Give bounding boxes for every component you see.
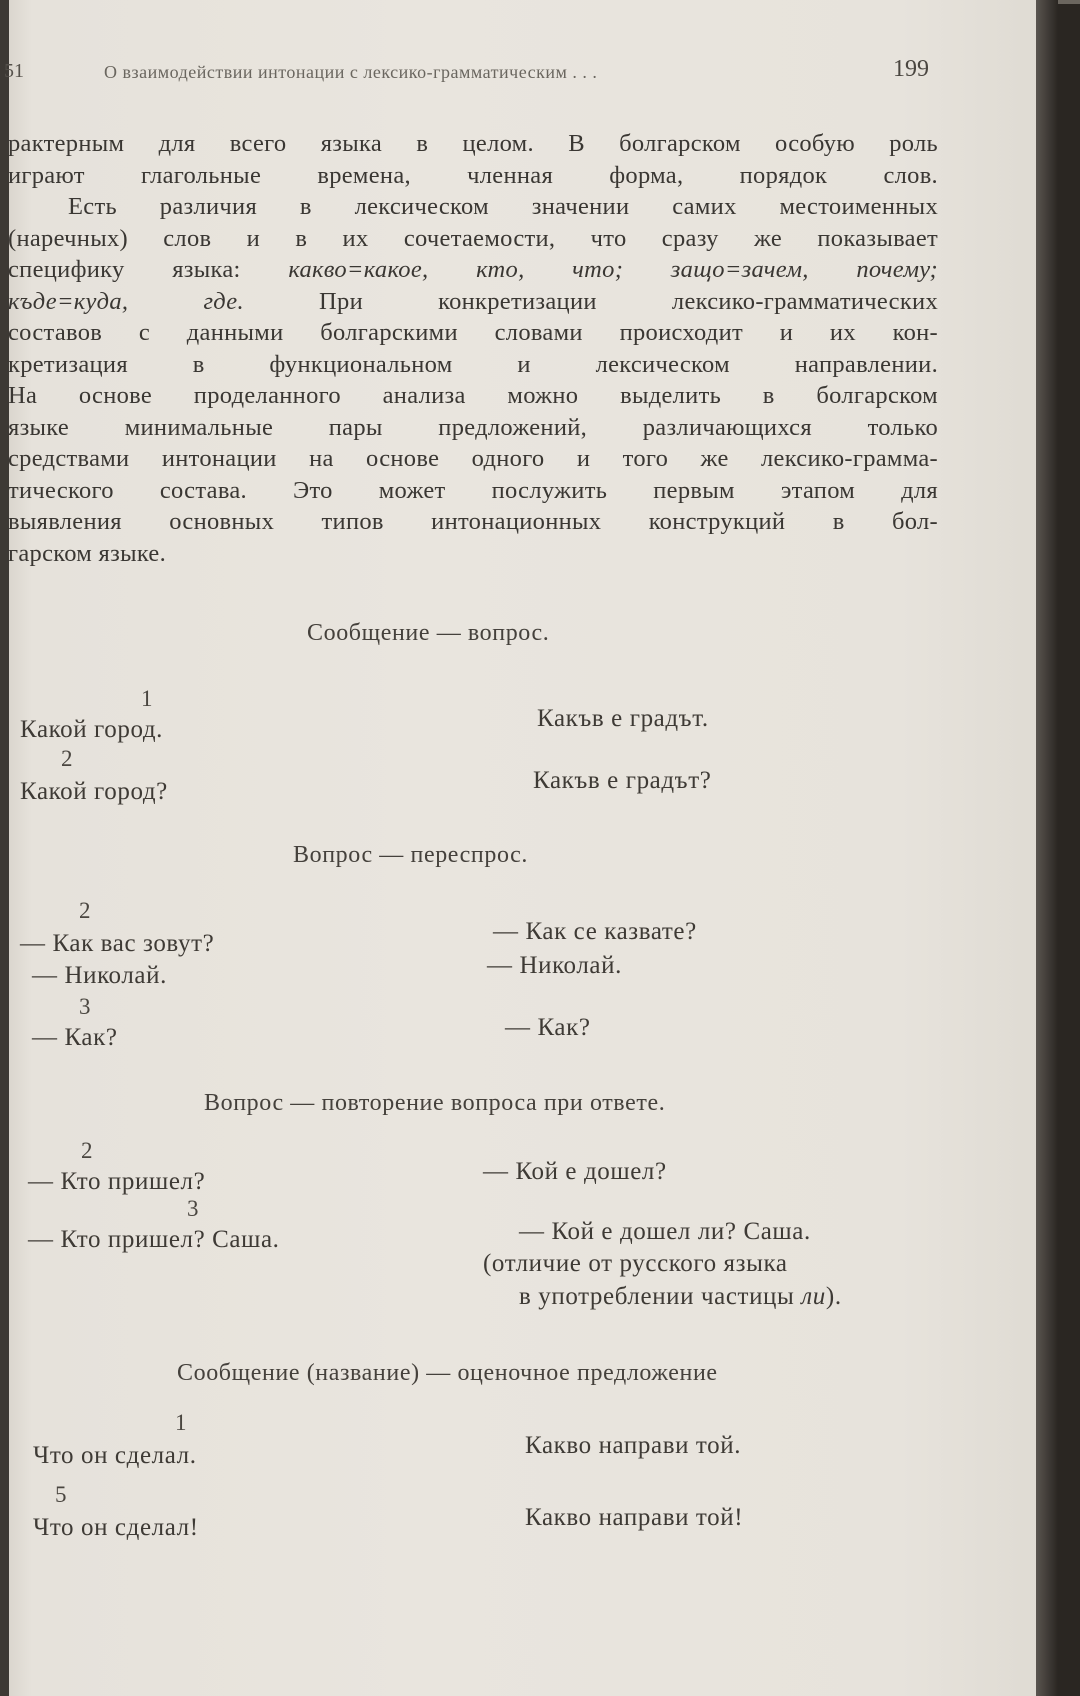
page-number: 199 [893,56,929,82]
text-line: рактерным для всего языка в целом. В болгарском особую роль [8,130,938,157]
intonation-number: 2 [61,746,73,771]
page-right-edge [1036,0,1058,1696]
section-heading: Сообщение (название) — оценочное предложение [177,1360,718,1386]
text-line: гарском языке. [8,539,167,567]
text-line: составов с данными болгарскими словами происходит и их кон- [8,319,938,346]
russian-example: Что он сделал! [33,1514,199,1541]
text-line: тического состава. Это может послужить первым этапом для [8,476,938,504]
intonation-number: 5 [55,1482,67,1507]
russian-example: Какой город. [20,716,164,743]
text-line: На основе проделанного анализа можно выделить в болгарском [8,382,938,409]
comparison-note [519,1283,842,1311]
previous-page-fragment: 51 [4,60,24,82]
bulgarian-example: — Кой е дошел? [483,1158,667,1185]
intonation-number: 3 [79,994,91,1019]
text-line: кретизация в функциональном и лексическом направлении. [8,350,938,378]
text-line: языке минимальные пары предложений, различающихся только [8,413,938,441]
italic-examples: къде=куда, где. [8,287,244,315]
intonation-number: 3 [187,1196,199,1221]
bulgarian-example: — Как? [505,1014,591,1041]
note-close: ). [825,1283,842,1310]
bulgarian-example: — Как се казвате? [493,918,697,945]
particle-example: ли [801,1283,826,1310]
comparison-note: (отличие от русского языка [483,1250,788,1277]
bulgarian-example: Какъв е градът? [533,767,712,794]
bulgarian-example: Какво направи той. [525,1432,742,1459]
section-heading: Вопрос — переспрос. [293,842,528,868]
main-paragraph [8,128,938,569]
running-title: О взаимодействии интонации с лексико-грамматическим . . . [104,62,598,82]
bulgarian-example: Какъв е градът. [537,705,709,732]
intonation-number: 2 [81,1138,93,1163]
bulgarian-example: Какво направи той! [525,1504,744,1531]
running-head [0,56,1058,86]
text-fragment: специфику языка: [8,256,241,283]
text-line [8,286,938,318]
section-heading: Вопрос — повторение вопроса при ответе. [204,1090,666,1116]
text-line: средствами интонации на основе одного и того же лексико-грамма- [8,445,938,472]
russian-example: — Николай. [32,962,167,989]
section-heading: Сообщение — вопрос. [307,620,550,646]
intonation-number: 2 [79,898,91,923]
russian-example: — Как вас зовут? [20,930,215,957]
text-line: Есть различия в лексическом значении самих местоименных [68,193,938,220]
bulgarian-example: — Николай. [487,952,622,979]
italic-examples: какво=какое, кто, что; защо=зачем, почему; [288,256,938,283]
text-line [8,254,938,286]
russian-example: — Как? [32,1024,118,1051]
russian-example: Что он сделал. [33,1442,197,1469]
intonation-number: 1 [141,686,153,711]
intonation-number: 1 [175,1410,187,1435]
text-line: (наречных) слов и в их сочетаемости, что сразу же показывает [8,224,938,252]
text-line: играют глагольные времена, членная форма, порядок слов. [8,161,938,189]
russian-example: — Кто пришел? [28,1168,206,1195]
russian-example: — Кто пришел? Саша. [28,1226,280,1253]
text-line: выявления основных типов интонационных конструкций в бол- [8,508,938,535]
note-text: в употреблении частицы [519,1283,795,1310]
text-fragment: При конкретизации лексико-грамматических [319,287,938,315]
russian-example: Какой город? [20,778,168,805]
bulgarian-example: — Кой е дошел ли? Саша. [519,1218,811,1245]
